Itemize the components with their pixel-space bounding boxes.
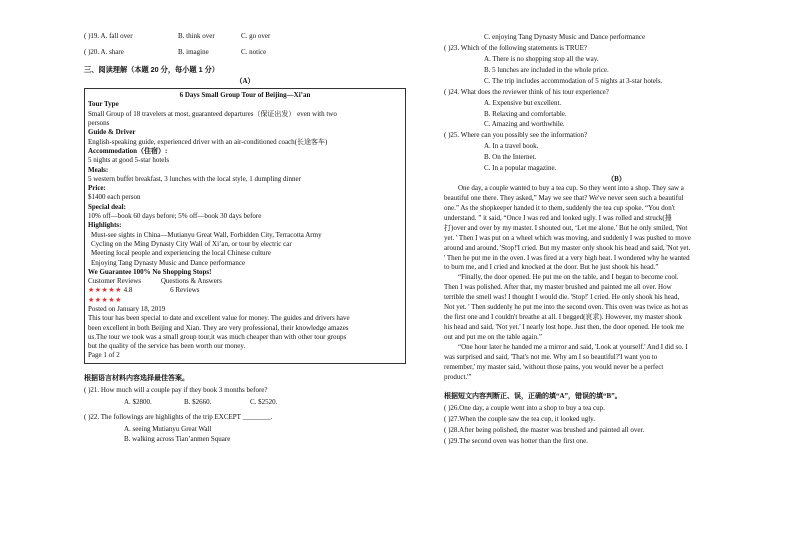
page-indicator: Page 1 of 2 [88, 351, 120, 360]
q19-option-c: C. go over [241, 32, 271, 40]
question-27: ( )27.When the couple saw the tea cup, it looked ugly. [444, 414, 595, 423]
meals-heading: Meals: [88, 165, 109, 174]
p3-line: was surprised and said, 'That's not me. Why am I so beautiful?'I want you to [444, 352, 658, 361]
q23-option-b: B. 5 lunches are included in the whole price. [484, 65, 609, 74]
q22-option-c: C. enjoying Tang Dynasty Music and Dance performance [484, 33, 646, 41]
review-line-1: This tour has been special to date and excellent value for money. The guides and drivers have [88, 314, 350, 323]
passage-paragraph-1 [444, 184, 789, 273]
p3-line: product.'” [444, 372, 472, 381]
tour-type-text: Small Group of 18 travelers at most, guaranteed departures（保证出发） even with two [88, 109, 337, 118]
highlights-heading: Highlights: [88, 221, 122, 230]
highlight-3: Meeting local people and experiencing the local Chinese culture [91, 249, 271, 258]
review-line-2: been excellent in both Beijing and Xian. They are very professional, their knowledge amazes [88, 323, 349, 332]
q24-option-b: B. Relaxing and comfortable. [484, 109, 567, 118]
q20-option-c: C. notice [241, 48, 267, 56]
meals-text: 5 western buffet breakfast, 3 lunches with the local style, 1 dumpling dinner [88, 174, 301, 183]
p2-line: Then I was polished. After that, my master brushed and painted me all over. How [444, 283, 672, 292]
tour-type-heading: Tour Type [88, 100, 119, 109]
p1-line: beautiful one there. They asked,” May we see that? We've never seen such a beautiful [444, 193, 684, 202]
p1-line: ' Then he put me in the oven. I was fired at a very high heat. I wondered why he wanted [444, 253, 690, 262]
p2-line: terrible the smell was! I thought I would die. 'Stop!' I cried. He only shook his head, [444, 293, 680, 302]
q20-option-a: ( )20. A. share [84, 48, 124, 56]
instructions-b: 根据短文内容判断正、误，正确的填“A”，错误的填“B”。 [444, 391, 622, 400]
part-a-label: （A） [235, 77, 255, 86]
questions-answers-label: Questions & Answers [160, 277, 222, 286]
q24-option-c: C. Amazing and worthwhile. [484, 120, 565, 129]
tour-info-box [84, 88, 406, 364]
rating-value: 4.8 [123, 286, 133, 295]
review-line-4: but the quality of the service has been worth our money. [88, 342, 246, 351]
p2-line: the first one and I couldn't breathe at all. I begged(哀求). However, my master shook [444, 313, 682, 322]
q22-option-a: A. seeing Mutianyu Great Wall [124, 424, 212, 433]
tour-title: 6 Days Small Group Tour of Beijing—Xi’an [179, 91, 311, 100]
p2-line: his head and said, 'Not yet.' I nearly lost hope. Just then, the door opened. He took me [444, 323, 685, 332]
q25-option-c: C. In a popular magazine. [484, 164, 557, 173]
review-count: 6 Reviews [170, 286, 200, 295]
posted-date: Posted on January 18, 2019 [88, 305, 166, 313]
p1-line: yet. ' Then I was put on a wheel which was moving, and suddenly I was pushed to move [444, 233, 691, 242]
q19-option-a: ( )19. A. fall over [84, 32, 133, 40]
q25-option-b: B. On the Internet. [484, 153, 537, 162]
q22-option-b: B. walking across Tian’anmen Square [124, 435, 231, 444]
p2-line: Not yet. ' Then suddenly he put me into the second oven. This oven was twice as hot as [444, 303, 689, 312]
guarantee-text: We Guarantee 100% No Shopping Stops! [88, 267, 212, 276]
q19-option-b: B. think over [178, 32, 215, 40]
p1-line: understand. ” it said, “Once I was red and looked ugly. I was rolled and struck(捶 [444, 213, 672, 222]
reviews-row [88, 277, 402, 286]
price-text: $1400 each person [88, 193, 141, 202]
p1-line: One day, a couple wanted to buy a tea cup. So they went into a shop. They saw a [458, 183, 684, 192]
p1-line: 打)over and over by my master. I shouted out, ‘Let me alone.’ But he only smiled, 'Not [444, 223, 688, 232]
passage-paragraph-2 [444, 273, 789, 343]
q21-option-c: C. $2520. [250, 397, 278, 406]
p2-line: out and put me on the table again.” [444, 333, 542, 342]
customer-reviews-label: Customer Reviews [88, 277, 142, 286]
p3-line: “One hour later he handed me a mirror and said, 'Look at yourself.' And I did so. I [458, 342, 688, 351]
question-21: ( )21. How much will a couple pay if they book 3 months before? [84, 385, 268, 394]
passage-paragraph-3 [444, 343, 789, 383]
q21-option-b: B. $2660. [184, 397, 212, 406]
question-29: ( )29.The second oven was hotter than the first one. [444, 437, 589, 446]
q25-option-a: A. In a travel book. [484, 142, 539, 151]
highlight-1: Must-see sights in China—Mutianyu Great Wall, Forbidden City, Terracotta Army [91, 230, 322, 239]
price-heading: Price: [88, 184, 106, 193]
accommodation-text: 5 nights at good 5-star hotels [88, 156, 170, 165]
p3-line: remember,' my master said, 'without those pains, you would never be a perfect [444, 362, 664, 371]
highlight-4: Enjoying Tang Dynasty Music and Dance performance [91, 258, 246, 267]
tour-type-text-2: persons [88, 119, 110, 128]
q21-option-a: A. $2800. [124, 397, 152, 406]
question-24: ( )24. What does the reviewer think of his tour experience? [444, 87, 609, 96]
guide-text: English-speaking guide, experienced driver with an air-conditioned coach(长途客车) [88, 137, 328, 146]
q23-option-c: C. The trip includes accommodation of 5 nights at 3-star hotels. [484, 76, 663, 85]
rating-row [88, 286, 402, 295]
review-stars-icon: ★★★★★ [88, 295, 122, 304]
deal-heading: Special deal: [88, 202, 126, 211]
q20-option-b: B. imagine [178, 48, 209, 56]
question-19 [84, 32, 406, 44]
question-26: ( )26.One day, a couple went into a shop to buy a tea cup. [444, 403, 605, 412]
part-b-label: （B） [607, 175, 626, 183]
deal-text: 10% off—book 60 days before; 5% off—book 30 days before [88, 212, 262, 221]
rating-stars-icon: ★★★★★ [88, 286, 122, 295]
q24-option-a: A. Expensive but excellent. [484, 98, 562, 107]
p1-line: around and around. 'Stop!'I cried. But my master only shook his head and said, 'Not yet. [444, 243, 691, 252]
highlight-2: Cycling on the Ming Dynasty City Wall of Xi’an, or tour by electric car [91, 239, 292, 248]
review-line-3: us.The tour we took was a small group tour,it was much cheaper than with other tour groups [88, 332, 347, 341]
p1-line: to burn me, and I cried and knocked at the door. But he just shook his head.” [444, 263, 659, 272]
guide-heading: Guide & Driver [88, 128, 136, 137]
question-22: ( )22. The followings are highlights of the trip EXCEPT ________. [84, 412, 273, 421]
question-28: ( )28.After being polished, the master was brushed and painted all over. [444, 426, 645, 435]
q21-options [84, 398, 406, 410]
q23-option-a: A. There is no shopping stop all the way. [484, 55, 599, 64]
section-heading: 三、阅读理解（本题 20 分，每小题 1 分） [84, 65, 219, 74]
left-column [84, 0, 406, 445]
p2-line: “Finally, the door opened. He put me on the table, and I began to become cool. [458, 273, 679, 282]
question-23: ( )23. Which of the following statements is TRUE? [444, 43, 588, 52]
right-column [444, 0, 789, 447]
accommodation-heading: Accommodation（住宿）: [88, 146, 168, 155]
question-25: ( )25. Where can you possibly see the information? [444, 131, 588, 140]
p1-line: one.” As the shopkeeper handed it to them, suddenly the tea cup spoke. “You don't [444, 203, 675, 212]
instructions-a: 根据语言材料内容选择最佳答案。 [84, 373, 189, 382]
question-20 [84, 48, 406, 60]
